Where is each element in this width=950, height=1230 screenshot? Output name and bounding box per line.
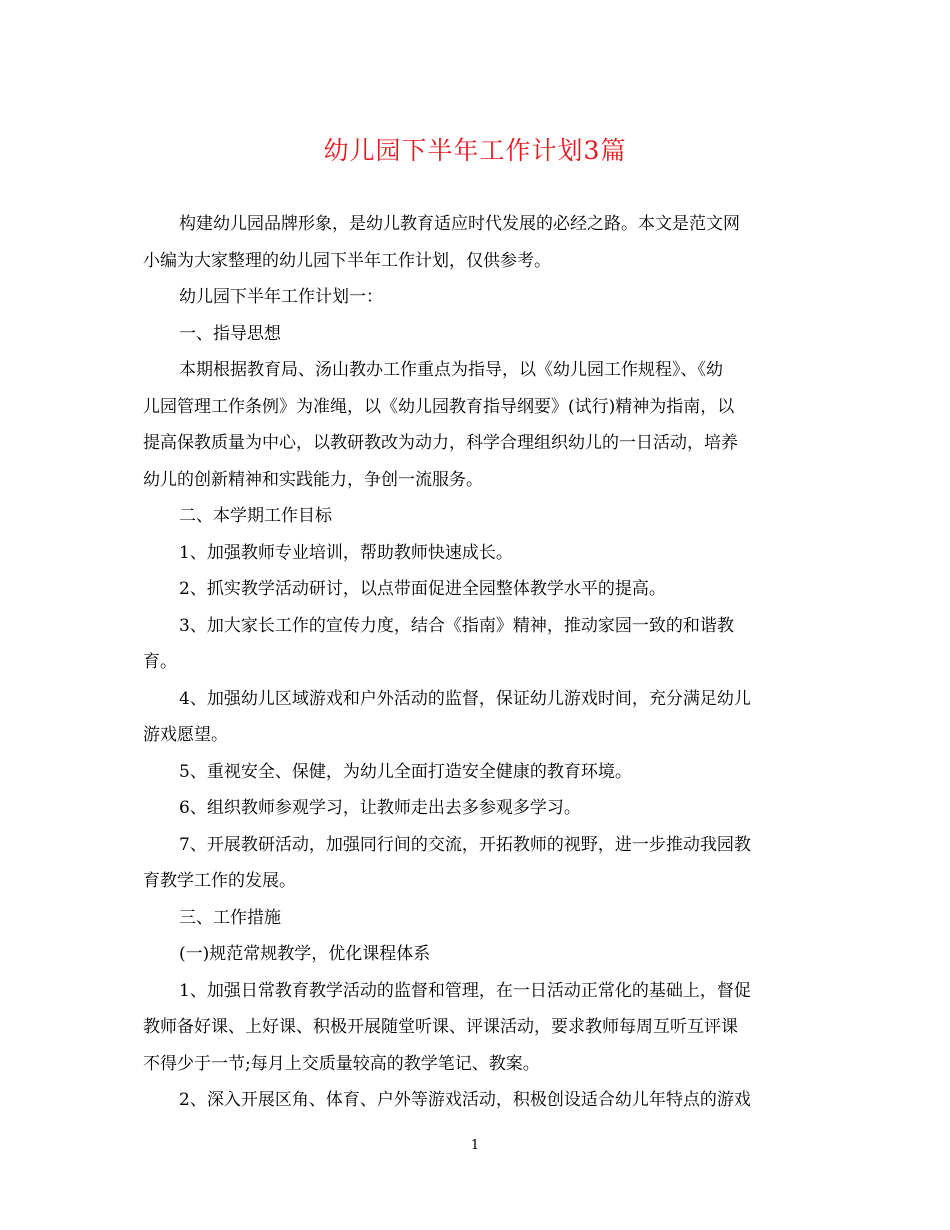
text-line: 6、组织教师参观学习，让教师走出去多参观多学习。 [179,798,581,818]
document-body [143,209,813,1122]
text-line: 三、工作措施 [179,907,281,928]
text-line: 7、开展教研活动，加强同行间的交流，开拓教师的视野，进一步推动我园教 [179,834,751,855]
text-line: 本期根据教育局、汤山教办工作重点为指导，以《幼儿园工作规程》、《幼 [179,360,723,380]
text-line: 提高保教质量为中心，以教研教改为动力，科学合理组织幼儿的一日活动，培养 [143,433,738,453]
text-line: 不得少于一节;每月上交质量较高的教学笔记、教案。 [143,1053,540,1074]
text-line: 二、本学期工作目标 [179,506,332,526]
text-line: 构建幼儿园品牌形象，是幼儿教育适应时代发展的必经之路。本文是范文网 [179,214,740,234]
text-line: 幼儿园下半年工作计划一： [179,287,383,307]
text-line: 游戏愿望。 [143,725,228,745]
text-line: 小编为大家整理的幼儿园下半年工作计划，仅供参考。 [143,250,551,271]
text-line: 一、指导思想 [179,323,281,344]
text-line: 4、加强幼儿区域游戏和户外活动的监督，保证幼儿游戏时间，充分满足幼儿 [179,688,751,709]
text-line: 幼儿的创新精神和实践能力，争创一流服务。 [143,469,483,490]
text-line: 1、加强日常教育教学活动的监督和管理，在一日活动正常化的基础上，督促 [179,980,751,1001]
text-line: 2、深入开展区角、体育、户外等游戏活动，积极创设适合幼儿年特点的游戏 [179,1090,751,1110]
text-line: 3、加大家长工作的宣传力度，结合《指南》精神，推动家园一致的和谐教 [179,615,734,636]
text-line: 育。 [143,652,177,672]
text-line: 育教学工作的发展。 [143,871,296,891]
text-line: 1、加强教师专业培训，帮助教师快速成长。 [179,542,513,563]
text-line: 2、抓实教学活动研讨，以点带面促进全园整体教学水平的提高。 [179,579,666,599]
text-line: 教师备好课、上好课、积极开展随堂听课、评课活动，要求教师每周互听互评课 [143,1017,738,1037]
text-line: 儿园管理工作条例》为准绳，以《幼儿园教育指导纲要》(试行)精神为指南，以 [143,396,735,417]
text-line: (一)规范常规教学，优化课程体系 [179,944,431,964]
document-title: 幼儿园下半年工作计划3篇 [323,136,627,165]
page-number: 1 [470,1138,480,1153]
text-line: 5、重视安全、保健，为幼儿全面打造安全健康的教育环境。 [179,761,632,782]
